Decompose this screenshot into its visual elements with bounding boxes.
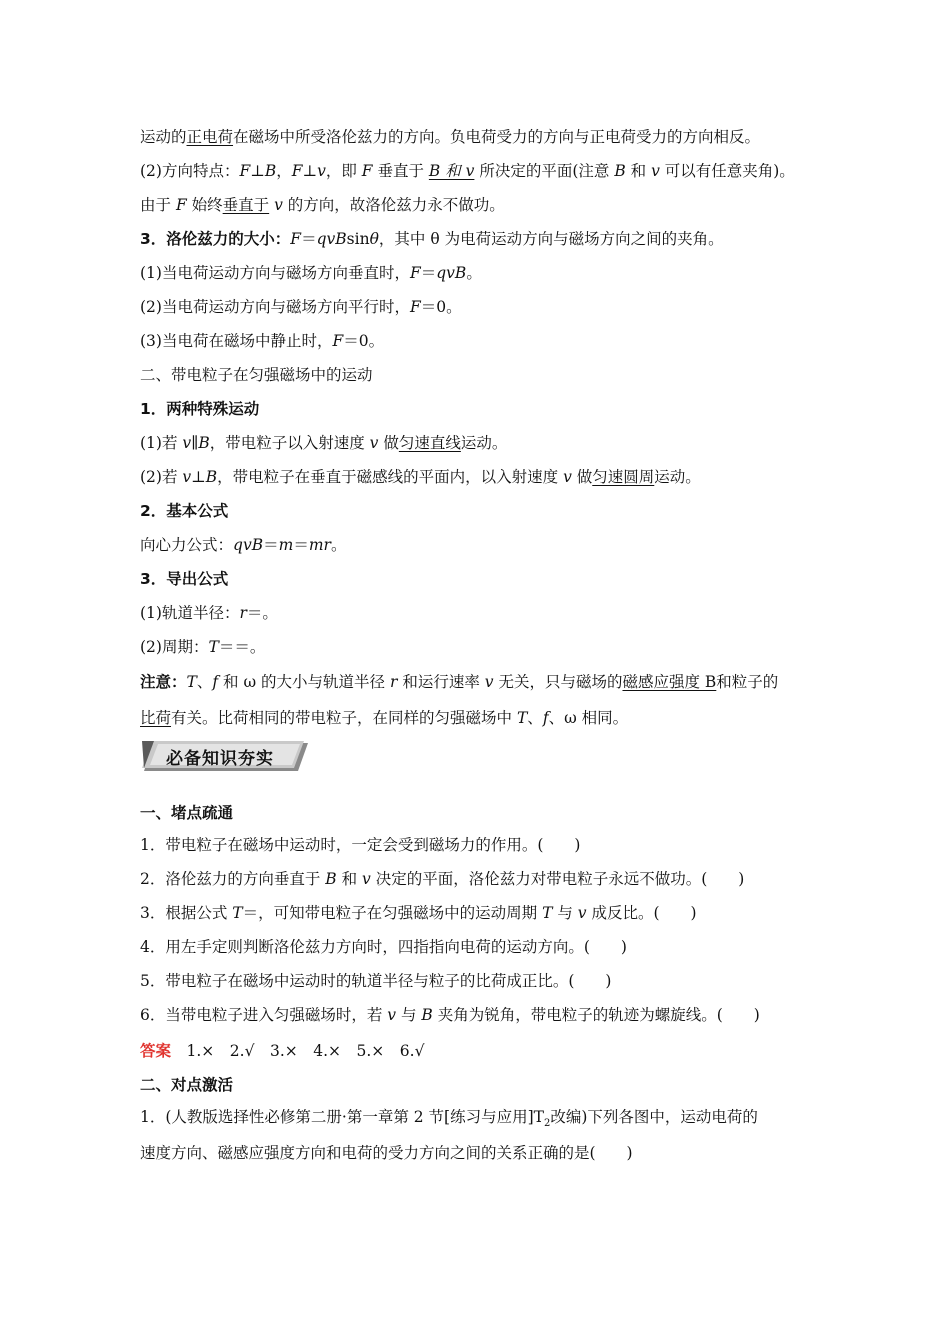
question-item: 6．当带电粒子进入匀强磁场时，若 v 与 B 夹角为锐角，带电粒子的轨迹为螺旋线。( )	[140, 1006, 760, 1024]
question-item: 4．用左手定则判断洛伦兹力方向时，四指指向电荷的运动方向。( )	[140, 938, 627, 956]
text-line: (3)当电荷在磁场中静止时，F＝0。	[140, 332, 385, 350]
formula-line: (2)周期：T＝＝。	[140, 638, 266, 656]
answer-label: 答案	[140, 1042, 172, 1060]
section-banner	[140, 739, 312, 773]
section-heading: 二、带电粒子在匀强磁场中的运动	[140, 366, 373, 384]
text-line: (1)若 v∥B，带电粒子以入射速度 v 做匀速直线运动。	[140, 434, 508, 452]
text-line: 运动的正电荷在磁场中所受洛伦兹力的方向。负电荷受力的方向与正电荷受力的方向相反。	[140, 128, 761, 146]
subheading: 1．两种特殊运动	[140, 400, 260, 418]
subheading: 3．导出公式	[140, 570, 229, 588]
text-line: (2)方向特点：F⊥B，F⊥v，即 F 垂直于 B 和 v 所决定的平面(注意 B 和 v 可以有任意夹角)。	[140, 162, 795, 180]
note-line: 注意：T、f 和 ω 的大小与轨道半径 r 和运行速率 v 无关，只与磁场的磁感应强度 B和粒子的	[140, 673, 779, 691]
section-heading: 二、对点激活	[140, 1076, 234, 1094]
problem-line: 1．(人教版选择性必修第二册·第一章第 2 节[练习与应用]$T_2$改编)下列各图中，运动电荷的	[140, 1108, 758, 1130]
formula-line: (1)轨道半径：r＝。	[140, 604, 278, 622]
text-line: (1)当电荷运动方向与磁场方向垂直时，F＝qvB。	[140, 264, 482, 282]
formula-line: 向心力公式：qvB＝m＝mr。	[140, 536, 347, 554]
note-line: 比荷有关。比荷相同的带电粒子，在同样的匀强磁场中 T、f、ω 相同。	[140, 709, 629, 727]
text-line: 由于 F 始终垂直于 v 的方向，故洛伦兹力永不做功。	[140, 196, 505, 214]
text-line: 3．洛伦兹力的大小：F＝qvBsinθ，其中 θ 为电荷运动方向与磁场方向之间的夹角。	[140, 230, 724, 248]
question-item: 1．带电粒子在磁场中运动时，一定会受到磁场力的作用。( )	[140, 836, 581, 854]
question-item: 2．洛伦兹力的方向垂直于 B 和 v 决定的平面，洛伦兹力对带电粒子永远不做功。( )	[140, 870, 745, 888]
problem-line: 速度方向、磁感应强度方向和电荷的受力方向之间的关系正确的是( )	[140, 1144, 633, 1162]
section-heading: 一、堵点疏通	[140, 804, 234, 822]
banner-title: 必备知识夯实	[166, 749, 274, 769]
question-item: 3．根据公式 T＝，可知带电粒子在匀强磁场中的运动周期 T 与 v 成反比。( )	[140, 904, 697, 922]
text-line: (2)当电荷运动方向与磁场方向平行时，F＝0。	[140, 298, 462, 316]
answer-line: 答案 1.× 2.√ 3.× 4.× 5.× 6.√	[140, 1042, 425, 1060]
subheading: 2．基本公式	[140, 502, 229, 520]
question-item: 5．带电粒子在磁场中运动时的轨道半径与粒子的比荷成正比。( )	[140, 972, 612, 990]
text-line: (2)若 v⊥B，带电粒子在垂直于磁感线的平面内，以入射速度 v 做匀速圆周运动。	[140, 468, 701, 486]
